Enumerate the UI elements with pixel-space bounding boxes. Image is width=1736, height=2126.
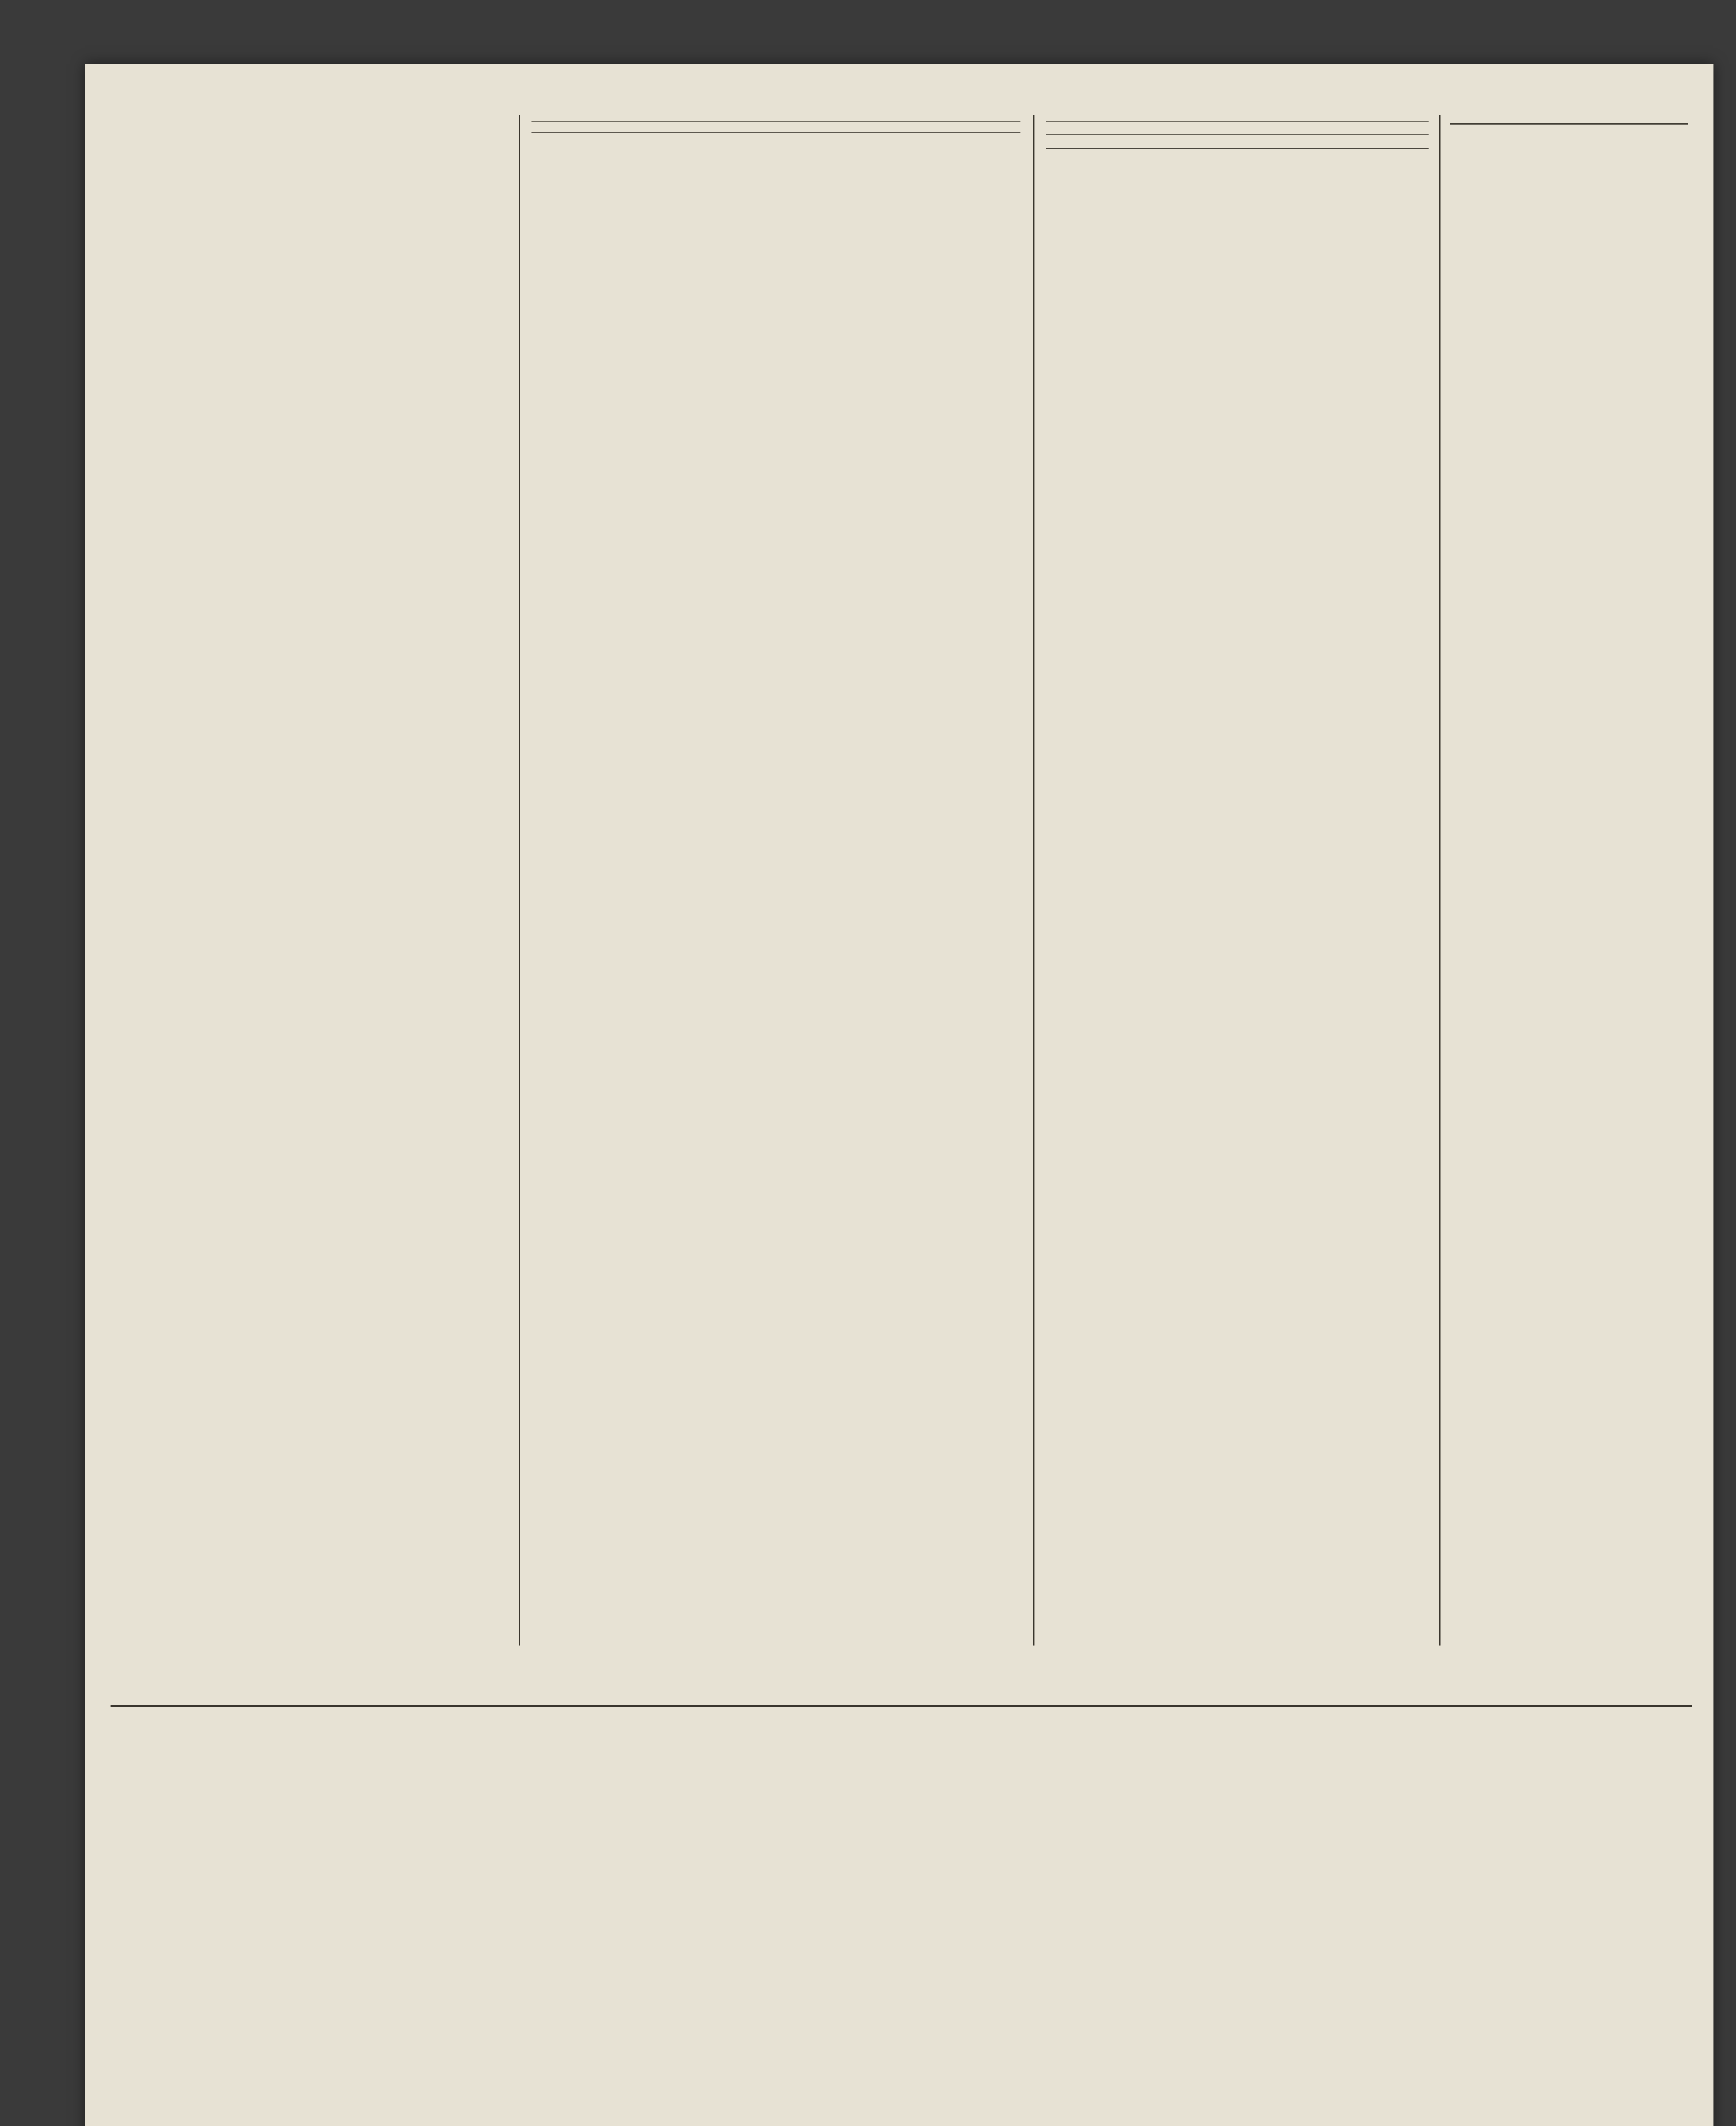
section-rule <box>1046 134 1429 135</box>
column-1 <box>123 115 506 1697</box>
column-2 <box>531 115 1020 1697</box>
section-rule <box>1046 148 1429 149</box>
section-rule <box>531 121 1020 122</box>
page-divider <box>111 1705 1692 1707</box>
column-divider <box>1439 115 1441 1646</box>
section-rule <box>1046 121 1429 122</box>
newspaper-page <box>85 64 1713 2126</box>
column-4 <box>1450 115 1688 1697</box>
section-rule <box>1450 123 1688 125</box>
column-divider <box>519 115 520 1646</box>
section-rule <box>531 132 1020 133</box>
feuilleton-column-1 <box>123 1718 506 2126</box>
column-divider <box>1033 115 1034 1646</box>
column-3 <box>1046 115 1429 1697</box>
